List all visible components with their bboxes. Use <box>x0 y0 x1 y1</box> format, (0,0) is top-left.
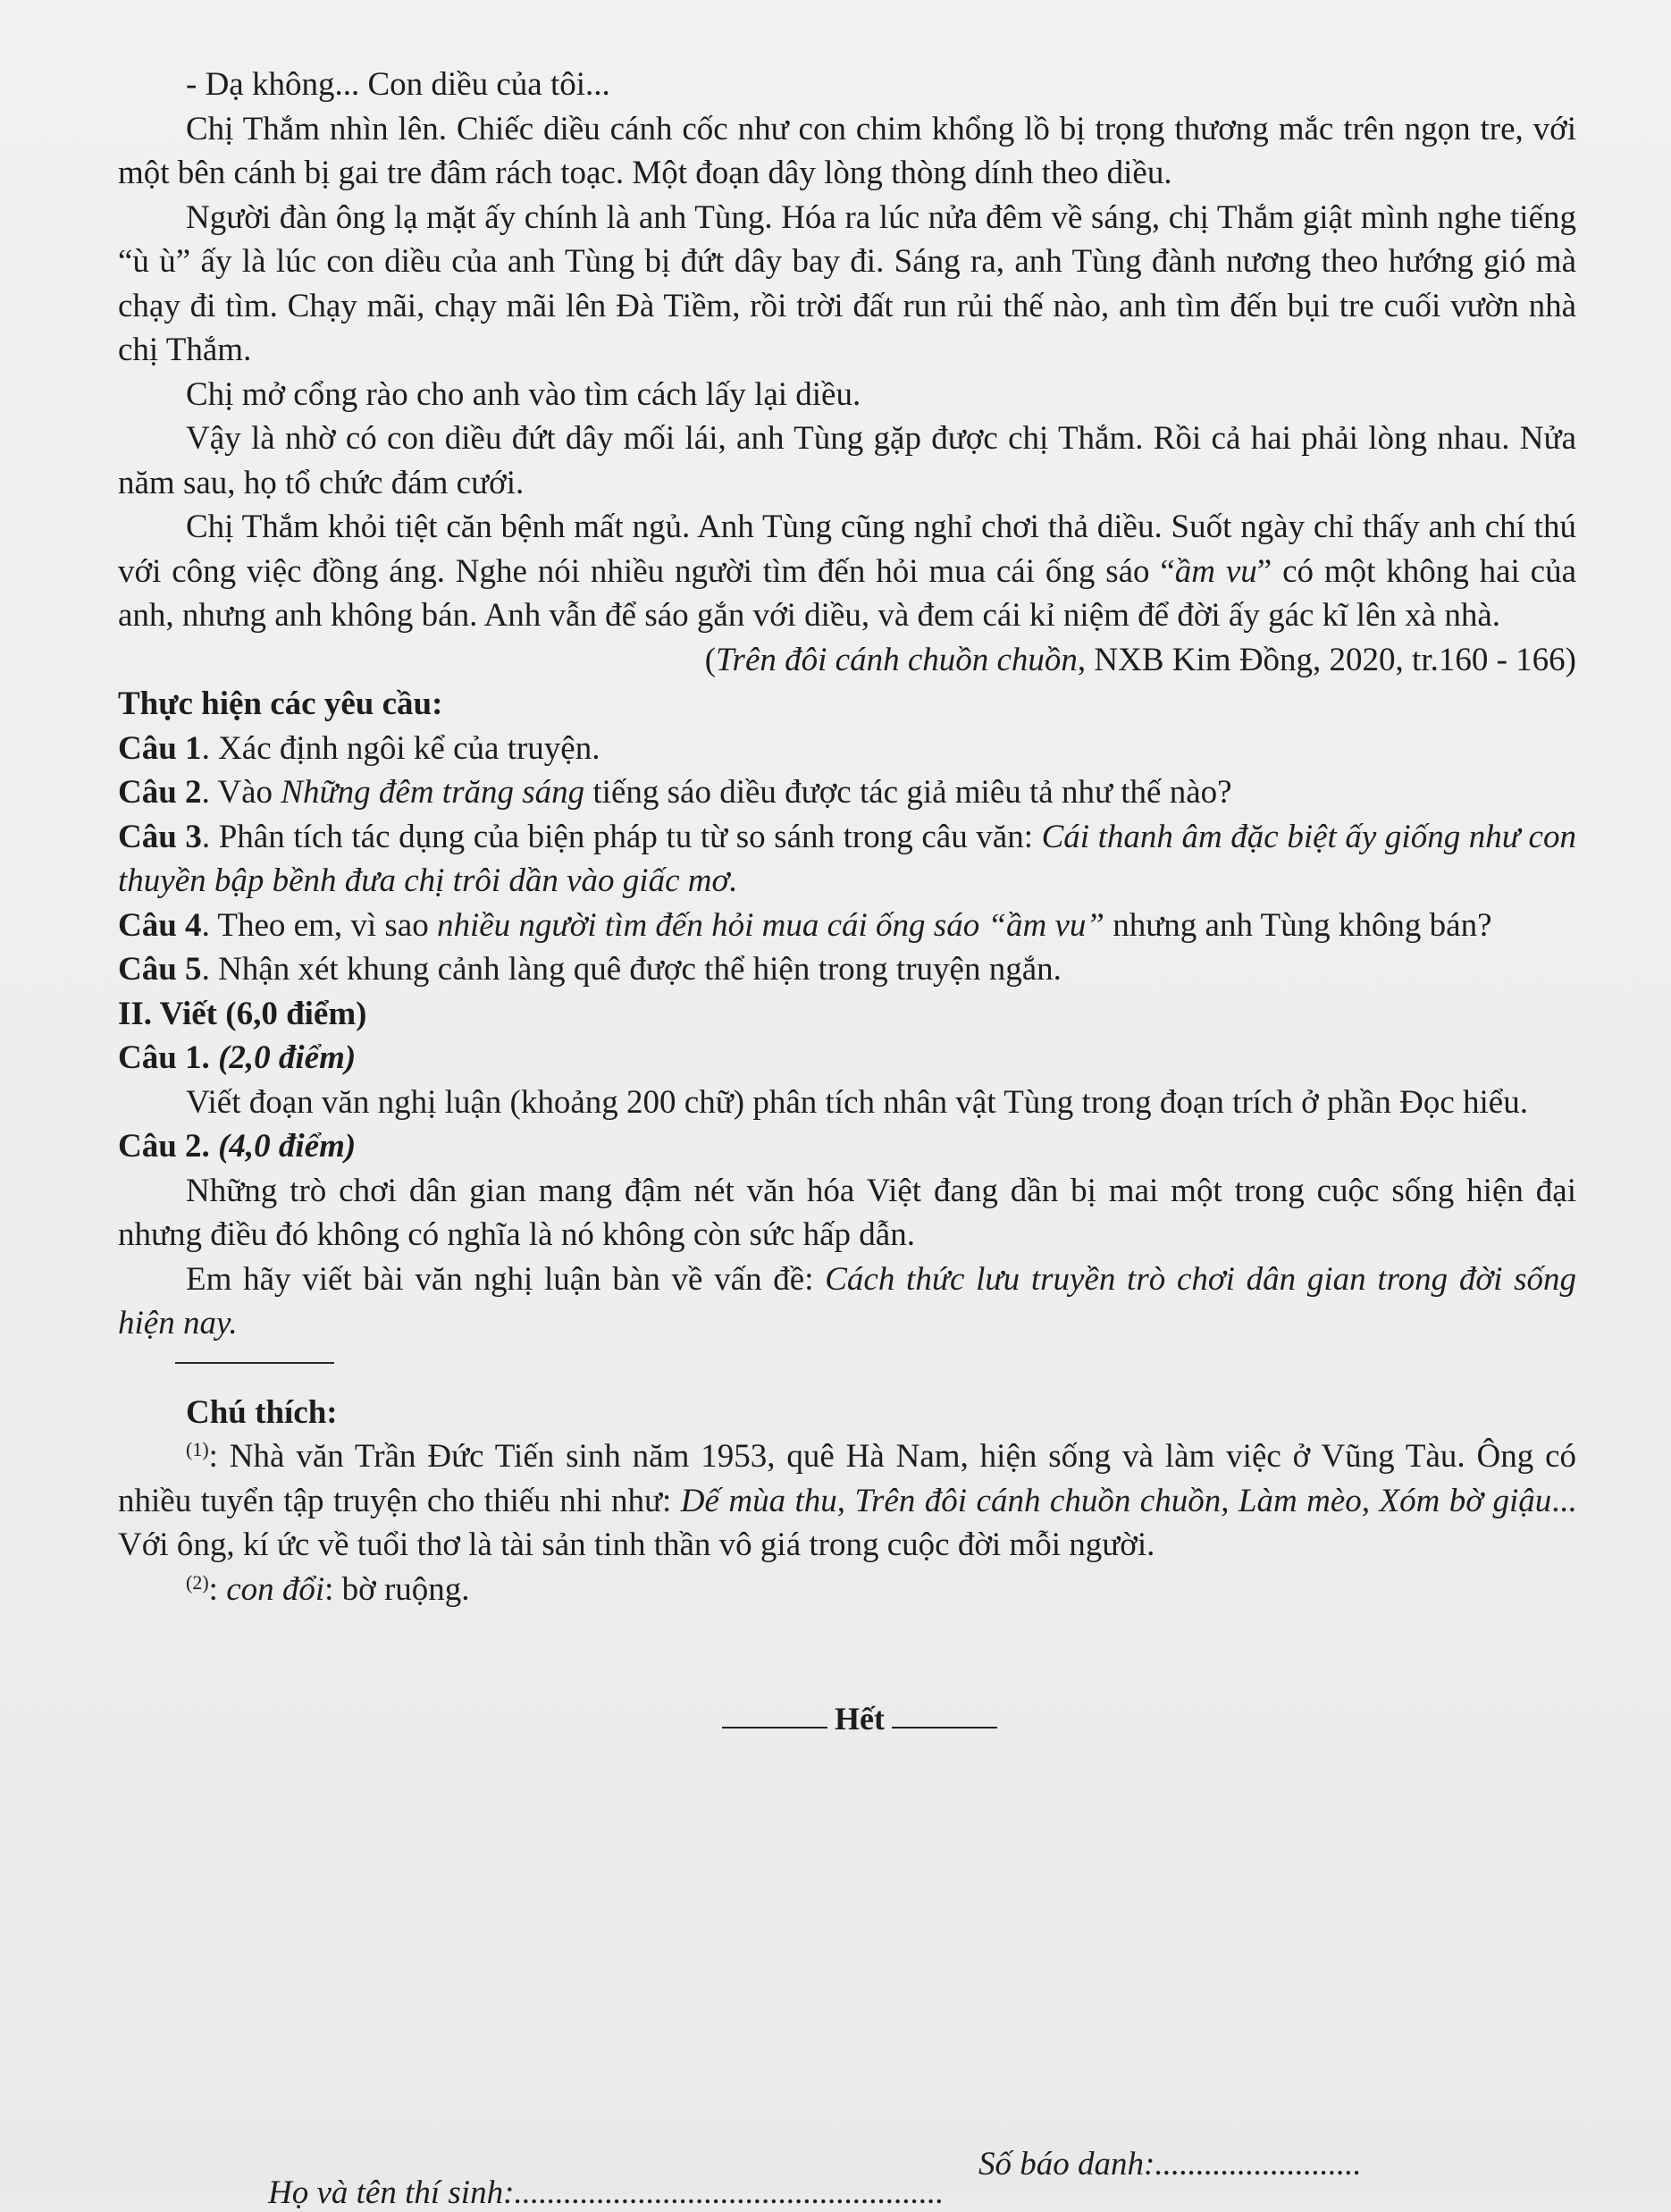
writing-question-2-prompt: Em hãy viết bài văn nghị luận bàn về vấn đề: Cách thức lưu truyền trò chơi dân gian trong đời sống hiện nay. <box>118 1260 1576 1341</box>
writing-question-1-title: Câu 1. (2,0 điểm) <box>118 1039 357 1076</box>
end-line-right <box>892 1727 997 1728</box>
candidate-name: Họ và tên thí sinh:.................................................... <box>268 2174 945 2211</box>
end-line-left <box>722 1727 827 1728</box>
question-4: Câu 4. Theo em, vì sao nhiều người tìm đến hỏi mua cái ống sáo “ầm vu” nhưng anh Tùng không bán? <box>118 906 1492 944</box>
note-1: $^{(1)}$: Nhà văn Trần Đức Tiến sinh năm 1953, quê Hà Nam, hiện sống và làm việc ở Vũng Tàu. Ông có nhiều tuyển tập truyện cho thiếu nhi như: Dế mùa thu, Trên đôi cánh chuồn chuồn, Làm mèo, Xóm bờ giậu... Với ông, kí ức về tuổi thơ là tài sản tinh thần vô giá trong cuộc đời mỗi người. <box>118 1438 1576 1563</box>
question-2: Câu 2. Vào Những đêm trăng sáng tiếng sáo diều được tác giả miêu tả như thế nào? <box>118 774 1232 811</box>
writing-question-2-title: Câu 2. (4,0 điểm) <box>118 1128 357 1165</box>
question-3: Câu 3. Phân tích tác dụng của biện pháp tu từ so sánh trong câu văn: Cái thanh âm đặc biệt ấy giống như con thuyền bập bềnh đưa chị trôi dần vào giấc mơ. <box>118 818 1576 899</box>
tasks-heading: Thực hiện các yêu cầu: <box>118 685 443 722</box>
story-paragraph: Chị mở cổng rào cho anh vào tìm cách lấy lại diều. <box>186 375 861 413</box>
notes-divider <box>175 1362 334 1364</box>
question-5: Câu 5. Nhận xét khung cảnh làng quê được thể hiện trong truyện ngắn. <box>118 951 1062 988</box>
writing-question-2-text: Những trò chơi dân gian mang đậm nét văn hóa Việt đang dần bị mai một trong cuộc sống hiện đại nhưng điều đó không có nghĩa là nó không còn sức hấp dẫn. <box>118 1172 1576 1253</box>
note-2: $^{(2)}$: con đổi: bờ ruộng. <box>186 1570 470 1608</box>
candidate-number: Số báo danh:......................... <box>978 2146 1362 2183</box>
story-paragraph: - Dạ không... Con diều của tôi... <box>186 66 610 103</box>
end-mark: Hết <box>715 1700 1004 1737</box>
story-paragraph: Chị Thắm khỏi tiệt căn bệnh mất ngủ. Anh Tùng cũng nghỉ chơi thả diều. Suốt ngày chỉ thấy anh chí thú với công việc đồng áng. Nghe nói nhiều người tìm đến hỏi mua cái ống sáo “ầm vu” có một không hai của anh, nhưng anh không bán. Anh vẫn để sáo gắn với diều, và đem cái kỉ niệm để đời ấy gác kĩ lên xà nhà. <box>118 509 1576 634</box>
writing-heading: II. Viết (6,0 điểm) <box>118 995 367 1032</box>
writing-question-1-text: Viết đoạn văn nghị luận (khoảng 200 chữ) phân tích nhân vật Tùng trong đoạn trích ở phần Đọc hiểu. <box>186 1083 1528 1121</box>
story-paragraph: Vậy là nhờ có con diều đứt dây mối lái, anh Tùng gặp được chị Thắm. Rồi cả hai phải lòng nhau. Nửa năm sau, họ tổ chức đám cưới. <box>118 420 1576 501</box>
notes-title: Chú thích: <box>186 1393 338 1431</box>
story-source: (Trên đôi cánh chuồn chuồn, NXB Kim Đồng, 2020, tr.160 - 166) <box>704 641 1576 678</box>
page-content <box>118 63 1576 1611</box>
story-paragraph: Chị Thắm nhìn lên. Chiếc diều cánh cốc như con chim khổng lồ bị trọng thương mắc trên ngọn tre, với một bên cánh bị gai tre đâm rách toạc. Một đoạn dây lòng thòng dính theo diều. <box>118 110 1576 191</box>
story-paragraph: Người đàn ông lạ mặt ấy chính là anh Tùng. Hóa ra lúc nửa đêm về sáng, chị Thắm giật mình nghe tiếng “ù ù” ấy là lúc con diều của anh Tùng bị đứt dây bay đi. Sáng ra, anh Tùng đành nương theo hướng gió mà chạy đi tìm. Chạy mãi, chạy mãi lên Đà Tiềm, rồi trời đất run rủi thế nào, anh tìm đến bụi tre cuối vườn nhà chị Thắm. <box>118 198 1576 368</box>
question-1: Câu 1. Xác định ngôi kể của truyện. <box>118 729 600 767</box>
